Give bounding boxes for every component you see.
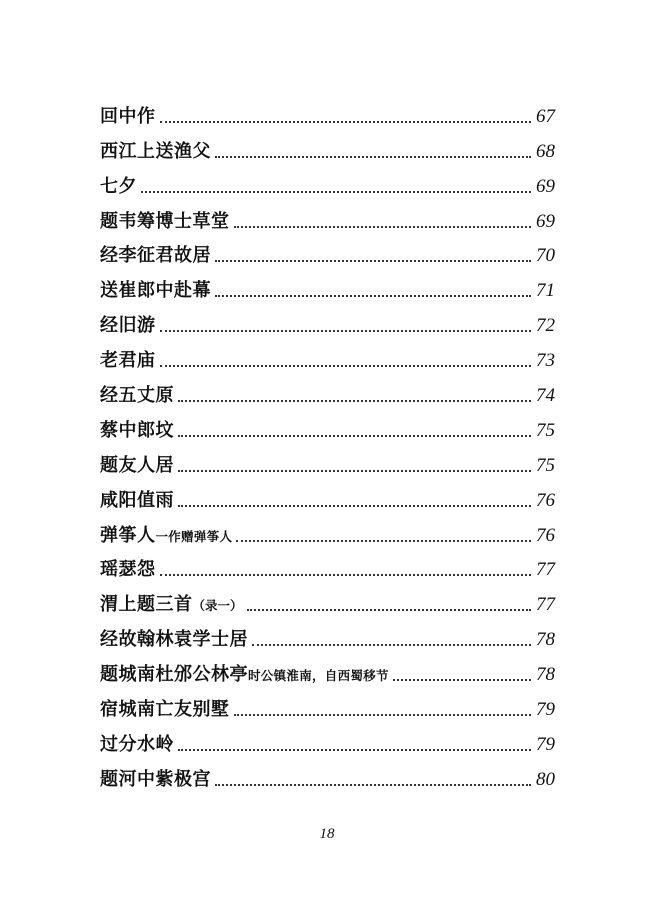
dot-leader [141,191,531,193]
toc-entry-title: 宿城南亡友别墅 [100,699,230,721]
dot-leader [160,121,532,123]
toc-entry[interactable] [100,375,555,410]
toc-entry-title: 回中作 [100,105,156,127]
toc-entry-title: 题韦筹博士草堂 [100,210,230,232]
toc-entry-page: 74 [536,385,555,407]
dot-leader [247,609,531,611]
toc-entry[interactable] [100,305,555,340]
toc-entry-title: 经五丈原 [100,385,174,407]
toc-entry[interactable] [100,340,555,375]
toc-entry-page: 76 [536,524,555,546]
toc-entry[interactable] [100,131,555,166]
dot-leader [160,574,532,576]
toc-entry-title: 经李征君故居 [100,245,211,267]
toc-entry[interactable] [100,270,555,305]
toc-entry[interactable] [100,654,555,689]
toc-entry-page: 78 [536,629,555,651]
dot-leader [160,330,532,332]
toc-entry-page: 68 [536,140,555,162]
table-of-contents [100,96,555,794]
toc-entry-page: 72 [536,315,555,337]
toc-entry-title: 弹筝人一作赠弹筝人 [100,524,233,546]
dot-leader [160,365,532,367]
dot-leader [178,749,531,751]
toc-entry-page: 67 [536,105,555,127]
dot-leader [393,679,531,681]
toc-entry[interactable] [100,584,555,619]
toc-entry[interactable] [100,480,555,515]
toc-entry-note: （录一） [192,598,243,614]
toc-entry[interactable] [100,445,555,480]
toc-entry-page: 79 [536,699,555,721]
toc-entry-title: 老君庙 [100,350,156,372]
toc-entry[interactable] [100,236,555,271]
toc-entry-page: 75 [536,419,555,441]
toc-entry[interactable] [100,201,555,236]
toc-entry[interactable] [100,166,555,201]
toc-entry-title: 题友人居 [100,454,174,476]
dot-leader [234,714,532,716]
dot-leader [215,784,531,786]
dot-leader [236,540,531,542]
toc-entry-note: 一作赠弹筝人 [155,528,233,544]
toc-entry-title: 渭上题三首（录一） [100,594,243,616]
toc-entry-title: 西江上送渔父 [100,140,211,162]
toc-entry[interactable] [100,724,555,759]
toc-entry-title: 经旧游 [100,315,156,337]
toc-entry-page: 77 [536,594,555,616]
dot-leader [215,156,531,158]
toc-entry-page: 78 [536,664,555,686]
dot-leader [178,400,531,402]
toc-entry-page: 69 [536,210,555,232]
toc-entry-page: 69 [536,175,555,197]
toc-entry-page: 76 [536,489,555,511]
dot-leader [178,435,531,437]
toc-entry[interactable] [100,689,555,724]
toc-entry-page: 71 [536,280,555,302]
toc-entry[interactable] [100,410,555,445]
toc-entry-page: 70 [536,245,555,267]
toc-entry-title: 送崔郎中赴幕 [100,280,211,302]
toc-entry-title: 题河中紫极宫 [100,768,211,790]
toc-entry-page: 75 [536,454,555,476]
toc-entry-page: 73 [536,350,555,372]
toc-entry[interactable] [100,619,555,654]
dot-leader [234,226,532,228]
toc-entry-title: 瑶瑟怨 [100,559,156,581]
page-number: 18 [319,826,335,842]
toc-entry-page: 77 [536,559,555,581]
toc-entry-title: 经故翰林袁学士居 [100,629,248,651]
toc-entry-title: 过分水岭 [100,733,174,755]
toc-entry[interactable] [100,759,555,794]
toc-entry[interactable] [100,96,555,131]
dot-leader [215,260,531,262]
toc-entry-title: 七夕 [100,175,137,197]
dot-leader [178,470,531,472]
toc-entry-title: 蔡中郎坟 [100,419,174,441]
dot-leader [178,505,531,507]
dot-leader [252,644,531,646]
dot-leader [215,295,531,297]
toc-entry-title: 题城南杜邠公林亭时公镇淮南，自西蜀移节 [100,664,389,686]
toc-entry-page: 79 [536,733,555,755]
toc-entry[interactable] [100,515,555,550]
toc-entry-note: 时公镇淮南，自西蜀移节 [248,668,389,684]
toc-entry[interactable] [100,550,555,585]
toc-entry-title: 咸阳值雨 [100,489,174,511]
toc-entry-page: 80 [536,768,555,790]
